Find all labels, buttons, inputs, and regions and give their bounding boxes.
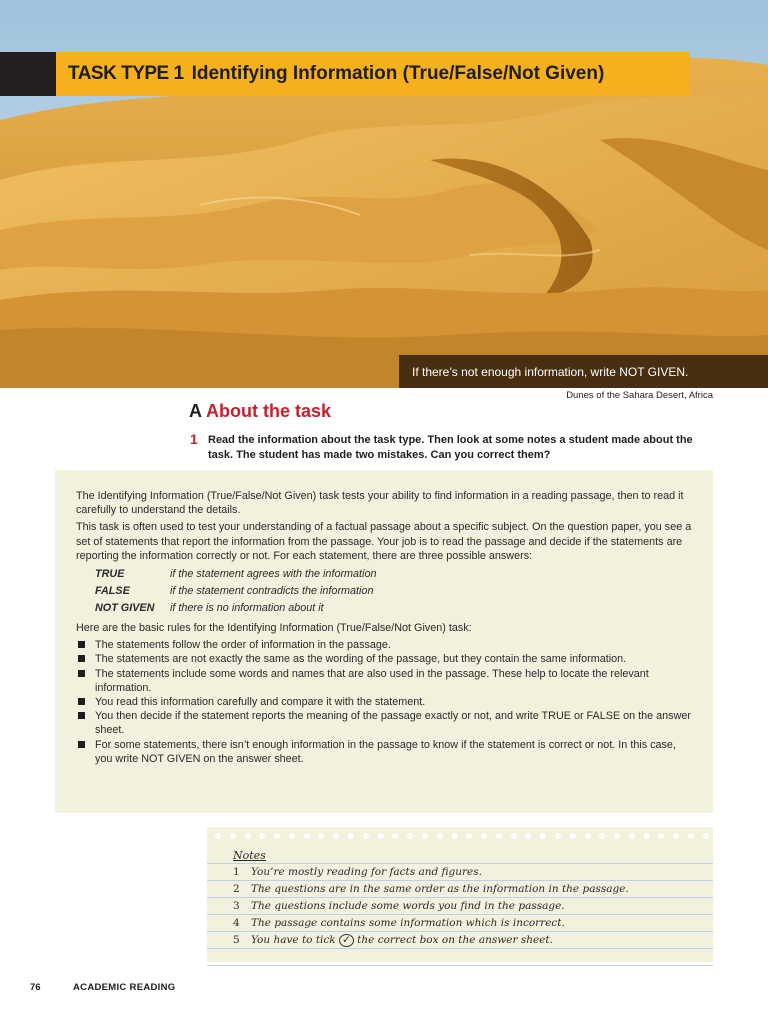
notes-title: Notes <box>233 849 266 862</box>
answer-option <box>95 566 696 583</box>
rule-item: The statements include some words and names that are also used in the passage. These help to locate the relevant information. <box>76 667 696 695</box>
answer-description: if the statement agrees with the information <box>170 568 377 581</box>
task-type-label: TASK TYPE 1 <box>68 63 184 84</box>
image-caption-text: If there’s not enough information, write NOT GIVEN. <box>412 364 689 379</box>
student-notes <box>207 827 713 962</box>
page-number: 76 <box>30 982 41 993</box>
section-letter: A <box>189 401 202 421</box>
answer-key: FALSE <box>95 585 130 598</box>
answer-option <box>95 583 696 600</box>
answer-description: if the statement contradicts the information <box>170 585 374 598</box>
image-caption <box>399 355 768 388</box>
rules-list <box>76 638 696 766</box>
section-heading <box>189 401 331 422</box>
square-bullet-icon <box>78 655 85 662</box>
note-item: 4 The passage contains some information which is incorrect. <box>233 917 565 929</box>
section-title: About the task <box>206 401 332 421</box>
square-bullet-icon <box>78 641 85 648</box>
rule-item: For some statements, there isn’t enough information in the passage to know if the statement is correct or not. In this case, you write NOT GIVEN on the answer sheet. <box>76 738 696 766</box>
note-item: 1 You’re mostly reading for facts and figures. <box>233 866 482 878</box>
question-instruction: Read the information about the task type. Then look at some notes a student made about the task. The student has made two mistakes. Can you correct them? <box>208 434 693 461</box>
rule-item: You read this information carefully and compare it with the statement. <box>76 695 696 709</box>
square-bullet-icon <box>78 741 85 748</box>
rule-item: You then decide if the statement reports the meaning of the passage exactly or not, and write TRUE or FALSE on the answer sheet. <box>76 709 696 737</box>
rule-item: The statements are not exactly the same as the wording of the passage, but they contain the same information. <box>76 652 696 666</box>
tick-icon: ✓ <box>339 934 354 947</box>
page-title <box>68 63 604 85</box>
note-item: 3 The questions include some words you find in the passage. <box>233 900 565 912</box>
question-number: 1 <box>190 431 198 447</box>
answer-key: NOT GIVEN <box>95 602 155 615</box>
answer-option <box>95 600 696 617</box>
title-bar <box>56 52 690 96</box>
note-item: 5 You have to tick ✓ the correct box on the answer sheet. <box>233 934 553 946</box>
notebook-binding-holes <box>215 833 709 841</box>
info-paragraph: This task is often used to test your understanding of a factual passage about a specific subject. On the question paper, you see a set of statements that report the information from the passage. Your job is to read the passage and decide if the statements are reporting the information correctly or not. For each statement, there are three possible answers: <box>76 521 692 562</box>
rules-intro: Here are the basic rules for the Identifying Information (True/False/Not Given) task: <box>76 622 472 635</box>
footer-label: ACADEMIC READING <box>73 982 176 993</box>
rule-item: The statements follow the order of information in the passage. <box>76 638 696 652</box>
title-accent-block <box>0 52 56 96</box>
answer-key: TRUE <box>95 568 125 581</box>
photo-credit: Dunes of the Sahara Desert, Africa <box>566 390 713 401</box>
square-bullet-icon <box>78 670 85 677</box>
note-item: 2 The questions are in the same order as the information in the passage. <box>233 883 629 895</box>
task-title: Identifying Information (True/False/Not Given) <box>191 63 605 84</box>
answer-options <box>95 566 696 617</box>
answer-description: if there is no information about it <box>170 602 324 615</box>
square-bullet-icon <box>78 712 85 719</box>
info-paragraph: The Identifying Information (True/False/Not Given) task tests your ability to find information in a reading passage, then to read it carefully to understand the details. <box>76 490 684 517</box>
square-bullet-icon <box>78 698 85 705</box>
info-panel <box>55 470 713 813</box>
